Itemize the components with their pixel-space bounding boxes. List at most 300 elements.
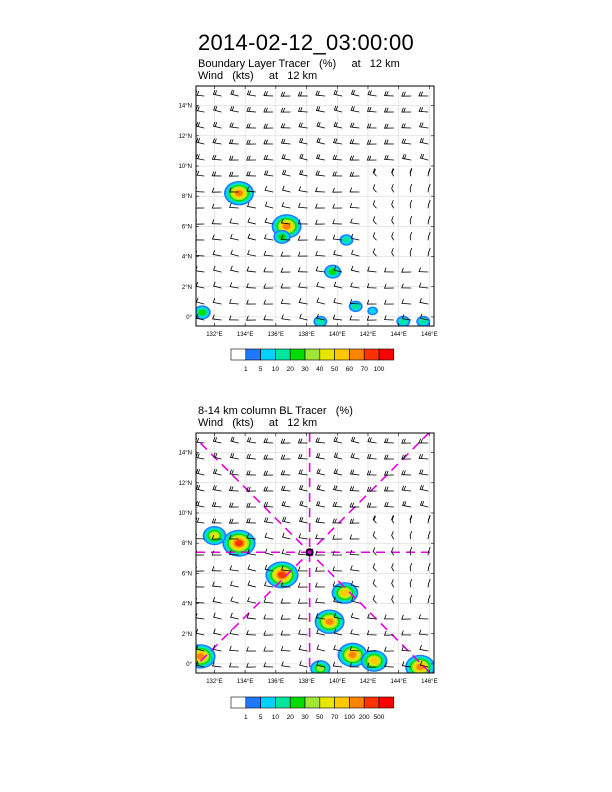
wind-barb-feather — [300, 138, 302, 142]
wind-barb-feather — [265, 565, 267, 569]
wind-barb-shaft — [392, 567, 394, 571]
colorbar — [231, 697, 394, 721]
wind-barb-feather — [230, 453, 232, 457]
wind-barb-feather — [247, 91, 249, 95]
wind-barb-feather — [233, 437, 235, 441]
wind-barb-feather — [318, 438, 320, 442]
wind-barb-feather — [334, 486, 336, 490]
wind-barb — [373, 548, 376, 555]
wind-barb-feather — [373, 249, 375, 253]
wind-barb-shaft — [248, 206, 256, 208]
tracer-blob — [332, 582, 359, 604]
wind-barb-feather — [298, 92, 300, 96]
wind-barb-feather — [335, 502, 337, 506]
wind-barb — [385, 140, 394, 144]
wind-barb-feather — [264, 155, 266, 159]
wind-barb-feather — [317, 645, 319, 649]
wind-barb-shaft — [213, 586, 222, 587]
wind-barb-shaft — [248, 601, 256, 603]
y-tick-label: 8°N — [181, 541, 192, 548]
wind-barb — [247, 300, 256, 304]
wind-barb — [428, 184, 430, 192]
wind-barb-shaft — [373, 205, 376, 208]
wind-barb — [231, 90, 239, 96]
wind-barb — [316, 91, 325, 96]
wind-barb-feather — [264, 284, 266, 288]
wind-barb-feather — [198, 155, 200, 159]
wind-barb-shaft — [230, 650, 239, 651]
wind-barb-feather — [230, 630, 232, 634]
y-tick-label: 14°N — [178, 103, 192, 110]
tracer-blob — [367, 307, 378, 316]
wind-barb-shaft — [410, 583, 411, 587]
wind-barb — [419, 630, 428, 635]
wind-barb-shaft — [283, 521, 291, 523]
wind-barb-shaft — [300, 489, 308, 491]
wind-barb-feather — [352, 123, 354, 127]
wind-barb-feather — [247, 107, 249, 111]
tracer-level — [326, 619, 334, 625]
wind-barb-feather — [316, 518, 318, 522]
colorbar-box — [246, 697, 261, 708]
wind-barb — [350, 487, 359, 491]
wind-barb-feather — [316, 91, 318, 95]
wind-barb-shaft — [316, 442, 325, 443]
wind-barb-feather — [230, 203, 232, 207]
wind-barb — [283, 533, 291, 539]
wind-barb-shaft — [247, 458, 256, 459]
wind-barb-feather — [197, 91, 199, 95]
wind-barb-shaft — [213, 319, 222, 320]
wind-barb-feather — [264, 487, 266, 491]
wind-barb — [247, 647, 256, 651]
wind-barb-shaft — [419, 634, 428, 635]
wind-barb — [281, 124, 290, 128]
wind-barb — [317, 282, 325, 288]
wind-barb — [410, 248, 412, 256]
colorbar-box — [349, 349, 364, 360]
wind-barb-feather — [316, 220, 318, 224]
wind-barb-feather — [298, 439, 300, 443]
wind-barb — [392, 579, 394, 587]
wind-barb-feather — [264, 171, 266, 175]
wind-barb — [420, 138, 428, 144]
colorbar — [231, 349, 394, 373]
wind-barb-feather — [264, 140, 266, 144]
wind-barb-feather — [385, 268, 387, 272]
wind-barb-shaft — [373, 568, 376, 571]
y-tick-label: 8°N — [181, 194, 192, 201]
wind-barb-feather — [316, 106, 318, 110]
wind-barb — [410, 232, 412, 240]
wind-barb — [247, 140, 256, 144]
wind-barb — [385, 124, 394, 128]
wind-barb-feather — [300, 501, 302, 505]
wind-barb — [334, 298, 342, 304]
wind-barb-feather — [373, 233, 375, 237]
wind-barb-feather — [264, 300, 266, 304]
wind-barb-feather — [353, 437, 355, 441]
wind-barb — [410, 579, 412, 587]
wind-barb-shaft — [317, 286, 325, 288]
wind-barb-shaft — [265, 190, 273, 192]
wind-barb — [298, 567, 307, 571]
wind-barb-shaft — [283, 537, 291, 539]
wind-barb-feather — [385, 487, 387, 491]
wind-barb — [367, 156, 376, 160]
y-tick-label: 4°N — [181, 254, 192, 261]
wind-barb-feather — [351, 566, 353, 570]
wind-barb-shaft — [317, 649, 325, 651]
wind-barb-shaft — [317, 505, 325, 507]
wind-barb — [420, 501, 428, 507]
wind-barb — [410, 547, 412, 555]
wind-barb-shaft — [281, 650, 290, 651]
wind-barb-feather — [421, 454, 423, 458]
wind-barb-feather — [249, 172, 251, 176]
wind-barb — [298, 236, 307, 240]
wind-barb-feather — [350, 487, 352, 491]
wind-barb-shaft — [316, 457, 324, 459]
wind-barb-shaft — [350, 127, 359, 128]
wind-barb-feather — [298, 583, 300, 587]
wind-barb — [300, 154, 308, 160]
wind-barb — [230, 106, 238, 112]
wind-barb — [230, 453, 238, 459]
wind-barb — [298, 615, 307, 619]
colorbar-box — [335, 697, 350, 708]
wind-barb — [385, 471, 394, 475]
wind-barb-feather — [422, 501, 424, 505]
wind-barb-shaft — [230, 207, 239, 208]
wind-barb — [351, 566, 359, 571]
wind-barb — [316, 188, 325, 192]
wind-barb-feather — [215, 438, 217, 442]
wind-barb — [385, 487, 394, 491]
wind-barb — [281, 486, 290, 491]
wind-barb-shaft — [248, 569, 256, 571]
wind-barb — [392, 531, 394, 539]
wind-barb-shaft — [213, 239, 222, 240]
wind-barb-feather — [248, 597, 250, 601]
wind-barb-shaft — [350, 554, 359, 555]
wind-barb-feather — [419, 630, 421, 634]
wind-barb-feather — [333, 188, 335, 192]
wind-barb-feather — [419, 92, 421, 96]
wind-barb-feather — [264, 518, 266, 522]
wind-barb-feather — [387, 124, 389, 128]
wind-barb-feather — [249, 124, 251, 128]
wind-barb — [230, 646, 239, 651]
wind-barb-feather — [266, 124, 268, 128]
wind-barb-feather — [333, 582, 335, 586]
wind-barb — [264, 171, 272, 176]
wind-barb — [247, 284, 256, 288]
wind-barb-shaft — [230, 474, 239, 475]
wind-barb-feather — [266, 518, 268, 522]
wind-barb-shaft — [316, 602, 325, 603]
wind-barb — [373, 596, 376, 603]
colorbar-label: 5 — [258, 366, 263, 373]
wind-barb-feather — [420, 154, 422, 158]
wind-barb-feather — [197, 518, 199, 522]
wind-barb — [373, 185, 376, 192]
panel-1 — [179, 86, 438, 373]
wind-barb — [214, 106, 222, 112]
wind-barb — [410, 168, 412, 176]
wind-barb-feather — [317, 501, 319, 505]
wind-barb-shaft — [403, 158, 411, 160]
wind-barb — [229, 503, 238, 507]
wind-barb-feather — [316, 567, 318, 571]
wind-barb — [196, 138, 204, 144]
wind-barb-feather — [230, 470, 232, 474]
wind-barb-feather — [334, 645, 336, 649]
wind-barb-feather — [283, 92, 285, 96]
wind-barb-feather — [410, 531, 412, 535]
wind-barb-shaft — [299, 649, 307, 651]
wind-barb-feather — [249, 503, 251, 507]
wind-barb-feather — [247, 438, 249, 442]
wind-barb-feather — [333, 235, 335, 239]
wind-barb — [420, 298, 428, 304]
wind-barb-feather — [392, 547, 394, 551]
wind-barb — [385, 155, 394, 160]
wind-barb — [212, 204, 221, 208]
wind-barb — [385, 439, 394, 443]
wind-barb — [392, 168, 394, 176]
wind-barb-feather — [316, 583, 318, 587]
wind-barb-shaft — [265, 222, 273, 224]
colorbar-label: 70 — [360, 366, 368, 373]
wind-barb-feather — [334, 106, 336, 110]
tracer-level — [341, 590, 349, 596]
wind-barb-feather — [385, 502, 387, 506]
wind-barb — [196, 485, 204, 491]
wind-barb — [213, 582, 222, 587]
wind-barb-feather — [281, 92, 283, 96]
wind-barb-shaft — [334, 286, 342, 288]
wind-barb-shaft — [281, 490, 290, 491]
wind-barb — [264, 663, 273, 667]
colorbar-box — [379, 697, 394, 708]
wind-barb-feather — [299, 645, 301, 649]
wind-barb-feather — [299, 283, 301, 287]
wind-barb — [317, 501, 325, 507]
wind-barb-feather — [300, 154, 302, 158]
y-tick-label: 12°N — [178, 480, 192, 487]
wind-barb — [428, 216, 430, 224]
wind-barb-shaft — [283, 174, 291, 176]
wind-barb-feather — [420, 138, 422, 142]
wind-barb-feather — [385, 140, 387, 144]
wind-barb-shaft — [300, 521, 308, 523]
wind-barb-feather — [198, 502, 200, 506]
wind-barb — [385, 615, 394, 619]
tracer-blob — [310, 660, 330, 677]
wind-barb — [230, 283, 238, 288]
wind-barb — [299, 454, 308, 459]
wind-barb — [265, 186, 273, 192]
wind-barb-shaft — [428, 236, 429, 240]
wind-barb — [196, 282, 204, 288]
wind-barb-feather — [264, 615, 266, 619]
wind-barb — [367, 471, 376, 475]
wind-barb-feather — [284, 518, 286, 522]
wind-barb-feather — [230, 487, 232, 491]
wind-barb-feather — [333, 567, 335, 571]
wind-barb-shaft — [248, 254, 256, 256]
wind-barb-feather — [316, 204, 318, 208]
wind-barb — [264, 284, 273, 288]
wind-barb — [334, 486, 342, 491]
wind-barb-shaft — [316, 110, 324, 112]
wind-barb-feather — [265, 202, 267, 206]
wind-barb — [283, 170, 291, 176]
wind-barb-shaft — [410, 599, 411, 603]
wind-barb-feather — [402, 471, 404, 475]
wind-barb-shaft — [410, 236, 411, 240]
wind-barb-feather — [298, 599, 300, 603]
wind-barb-shaft — [410, 220, 411, 224]
wind-barb — [419, 454, 428, 459]
colorbar-box — [364, 349, 379, 360]
wind-barb-feather — [281, 615, 283, 619]
wind-barb-shaft — [373, 221, 376, 224]
wind-barb-feather — [230, 646, 232, 650]
wind-barb-feather — [281, 646, 283, 650]
wind-barb-shaft — [428, 599, 429, 603]
wind-barb-feather — [352, 156, 354, 160]
wind-barb — [300, 170, 308, 176]
wind-barb-feather — [265, 235, 267, 239]
wind-barb — [299, 630, 308, 635]
wind-barb — [230, 487, 239, 491]
wind-barb-feather — [353, 107, 355, 111]
wind-barb — [428, 547, 430, 555]
wind-barb-feather — [319, 138, 321, 142]
wind-barb-feather — [334, 469, 336, 473]
wind-barb-feather — [369, 471, 371, 475]
wind-barb-shaft — [392, 583, 394, 587]
x-tick-label: 138°E — [298, 332, 315, 338]
plot-frame — [196, 86, 434, 326]
wind-barb-shaft — [195, 442, 204, 443]
wind-barb-shaft — [231, 94, 239, 96]
wind-barb — [300, 517, 308, 523]
wind-barb-feather — [298, 268, 300, 272]
tracer-blob — [416, 316, 430, 327]
wind-barb-feather — [402, 124, 404, 128]
wind-barb-feather — [385, 471, 387, 475]
wind-barb-shaft — [428, 252, 429, 256]
wind-barb-feather — [229, 316, 231, 320]
wind-barb — [385, 108, 394, 112]
colorbar-box — [231, 349, 246, 360]
wind-barb-shaft — [428, 188, 429, 192]
wind-barb — [367, 140, 376, 144]
wind-barb-feather — [387, 471, 389, 475]
wind-barb-shaft — [351, 223, 359, 224]
wind-barb-feather — [266, 455, 268, 459]
colorbar-box — [261, 697, 276, 708]
wind-barb-shaft — [402, 303, 411, 304]
wind-barb-shaft — [351, 570, 359, 571]
wind-barb-feather — [351, 630, 353, 634]
wind-barb-feather — [249, 91, 251, 95]
wind-barb — [352, 250, 360, 256]
wind-barb-feather — [231, 519, 233, 523]
tracer-blob — [324, 265, 341, 279]
wind-barb-feather — [410, 232, 412, 236]
wind-barb — [402, 92, 411, 96]
wind-barb-feather — [248, 250, 250, 254]
colorbar-box — [290, 697, 305, 708]
wind-barb-feather — [230, 123, 232, 127]
grid-lines — [196, 86, 434, 326]
wind-barb-feather — [215, 139, 217, 143]
wind-barb-feather — [266, 439, 268, 443]
wind-barb — [212, 519, 221, 523]
wind-barb-feather — [247, 454, 249, 458]
wind-barb — [281, 139, 290, 144]
wind-barb-feather — [410, 595, 412, 599]
wind-barb-shaft — [403, 505, 411, 507]
wind-barb-feather — [419, 283, 421, 287]
wind-barb-feather — [230, 140, 232, 144]
wind-barb-feather — [265, 549, 267, 553]
wind-barb-shaft — [368, 442, 376, 443]
wind-barb-shaft — [214, 286, 222, 288]
colorbar-label: 50 — [316, 714, 324, 721]
wind-barb — [350, 519, 359, 523]
wind-barb — [213, 662, 222, 667]
wind-barb-feather — [283, 471, 285, 475]
wind-barb-feather — [385, 92, 387, 96]
wind-barb-shaft — [264, 255, 273, 256]
colorbar-box — [275, 349, 290, 360]
colorbar-label: 60 — [345, 366, 354, 373]
wind-barb-feather — [249, 156, 251, 160]
wind-barb — [264, 155, 273, 160]
wind-barb-shaft — [247, 111, 256, 112]
x-tick-label: 138°E — [298, 679, 315, 685]
wind-barb-shaft — [283, 190, 291, 192]
wind-barb-feather — [247, 172, 249, 176]
wind-barb-feather — [283, 124, 285, 128]
wind-barb — [420, 485, 428, 491]
wind-barb — [281, 284, 290, 288]
wind-barb-feather — [299, 550, 301, 554]
wind-barb-shaft — [334, 94, 342, 96]
wind-barb — [299, 534, 307, 539]
wind-barb-shaft — [248, 585, 256, 587]
tracer-level — [369, 308, 377, 314]
wind-barb-feather — [281, 486, 283, 490]
wind-barb-shaft — [299, 111, 308, 112]
wind-barb-shaft — [282, 319, 290, 320]
wind-barb-feather — [350, 140, 352, 144]
wind-barb — [299, 645, 307, 651]
wind-barb-feather — [419, 439, 421, 443]
wind-barb-feather — [249, 487, 251, 491]
wind-barb-feather — [334, 122, 336, 126]
wind-barb — [264, 92, 273, 96]
wind-barb — [299, 283, 308, 288]
panel2-subtitle-tracer: 8-14 km column BL Tracer (%) — [198, 405, 353, 417]
wind-barb — [298, 599, 307, 603]
wind-barb-feather — [229, 156, 231, 160]
